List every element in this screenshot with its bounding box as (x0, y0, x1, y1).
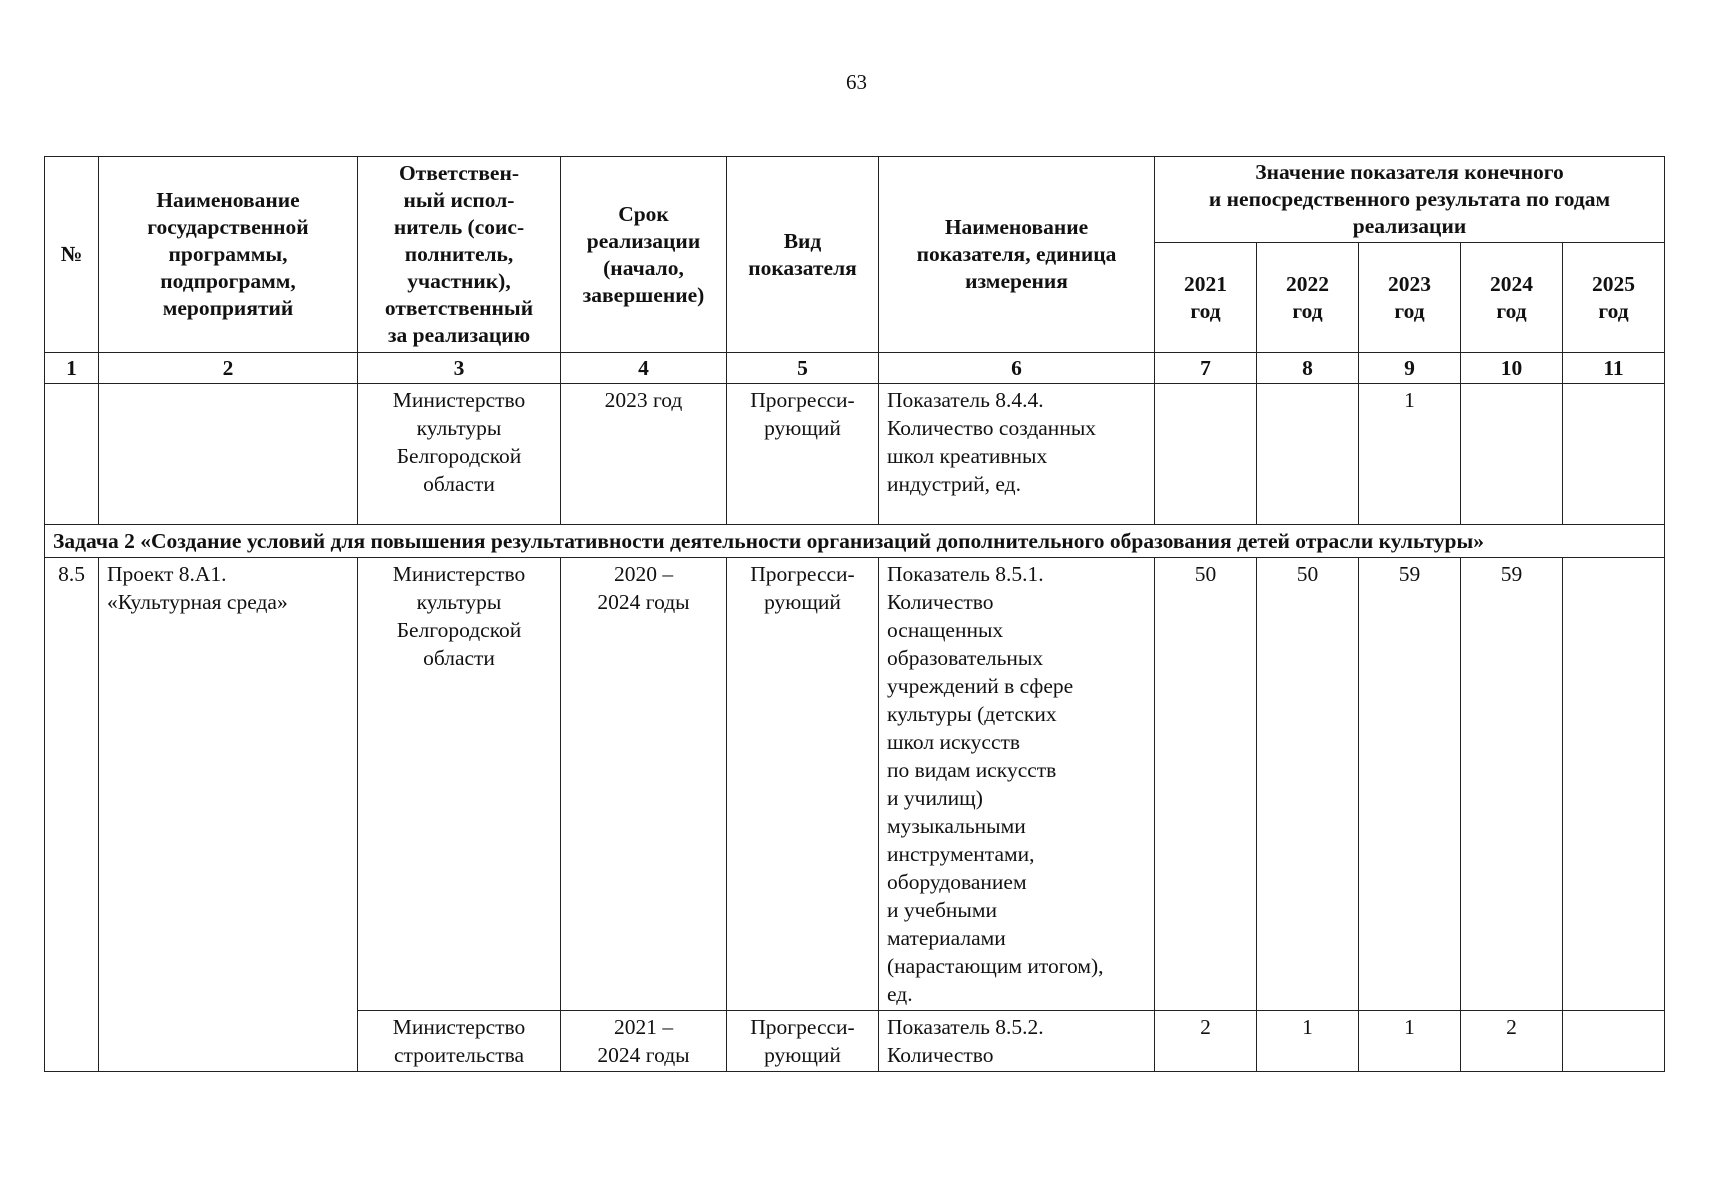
row-type: Прогресси- рующий (727, 558, 879, 1011)
row-type: Прогресси- рующий (727, 1011, 879, 1072)
row-term: 2021 – 2024 годы (561, 1011, 727, 1072)
row-value-2025 (1563, 1011, 1665, 1072)
column-number: 1 (45, 353, 99, 384)
row-value-2021: 2 (1155, 1011, 1257, 1072)
column-number: 4 (561, 353, 727, 384)
row-program (99, 384, 358, 525)
project-no: 8.5 (45, 558, 99, 1072)
row-value-2022: 1 (1257, 1011, 1359, 1072)
column-number: 7 (1155, 353, 1257, 384)
row-responsible: Министерство культуры Белгородской области (358, 558, 561, 1011)
column-number: 10 (1461, 353, 1563, 384)
header-year-2024: 2024 год (1461, 243, 1563, 353)
row-value-2022 (1257, 384, 1359, 525)
column-number: 2 (99, 353, 358, 384)
row-responsible: Министерство строительства (358, 1011, 561, 1072)
column-number-row (45, 353, 1665, 384)
row-value-2023: 59 (1359, 558, 1461, 1011)
column-number: 8 (1257, 353, 1359, 384)
header-term: Срок реализации (начало, завершение) (561, 157, 727, 353)
row-value-2025 (1563, 384, 1665, 525)
project-name: Проект 8.А1. «Культурная среда» (99, 558, 358, 1072)
row-indicator: Показатель 8.5.2. Количество (879, 1011, 1155, 1072)
row-value-2021 (1155, 384, 1257, 525)
row-term: 2020 – 2024 годы (561, 558, 727, 1011)
table-row (45, 384, 1665, 525)
header-year-2022: 2022 год (1257, 243, 1359, 353)
page-number: 63 (846, 70, 867, 94)
indicator-table (44, 156, 1665, 1072)
row-value-2024: 2 (1461, 1011, 1563, 1072)
header-indicator: Наименование показателя, единица измерения (879, 157, 1155, 353)
row-value-2022: 50 (1257, 558, 1359, 1011)
header-year-2025: 2025 год (1563, 243, 1665, 353)
row-indicator: Показатель 8.5.1. Количество оснащенных образовательных учреждений в сфере культуры (детских школ искусств по видам искусств и училищ) музыкальными инструментами, оборудованием и учебными материалами (нарастающим итогом), ед. (879, 558, 1155, 1011)
header-responsible: Ответствен- ный испол- нитель (соис- полнитель, участник), ответственный за реализацию (358, 157, 561, 353)
row-value-2023: 1 (1359, 1011, 1461, 1072)
header-year-2021: 2021 год (1155, 243, 1257, 353)
column-number: 9 (1359, 353, 1461, 384)
column-number: 5 (727, 353, 879, 384)
table-row (45, 558, 1665, 1011)
header-type: Вид показателя (727, 157, 879, 353)
row-term: 2023 год (561, 384, 727, 525)
header-no: № (45, 157, 99, 353)
task-row (45, 525, 1665, 558)
task-heading: Задача 2 «Создание условий для повышения результативности деятельности организаций дополнительного образования детей отрасли культуры» (45, 525, 1665, 558)
row-indicator: Показатель 8.4.4. Количество созданных школ креативных индустрий, ед. (879, 384, 1155, 525)
row-value-2023: 1 (1359, 384, 1461, 525)
column-number: 6 (879, 353, 1155, 384)
row-value-2024: 59 (1461, 558, 1563, 1011)
row-responsible: Министерство культуры Белгородской области (358, 384, 561, 525)
row-value-2024 (1461, 384, 1563, 525)
header-year-2023: 2023 год (1359, 243, 1461, 353)
row-no (45, 384, 99, 525)
row-value-2021: 50 (1155, 558, 1257, 1011)
header-program: Наименование государственной программы, подпрограмм, мероприятий (99, 157, 358, 353)
row-value-2025 (1563, 558, 1665, 1011)
header-values-group: Значение показателя конечного и непосредственного результата по годам реализации (1155, 157, 1665, 243)
column-number: 11 (1563, 353, 1665, 384)
header-row-1 (45, 157, 1665, 243)
column-number: 3 (358, 353, 561, 384)
row-type: Прогресси- рующий (727, 384, 879, 525)
